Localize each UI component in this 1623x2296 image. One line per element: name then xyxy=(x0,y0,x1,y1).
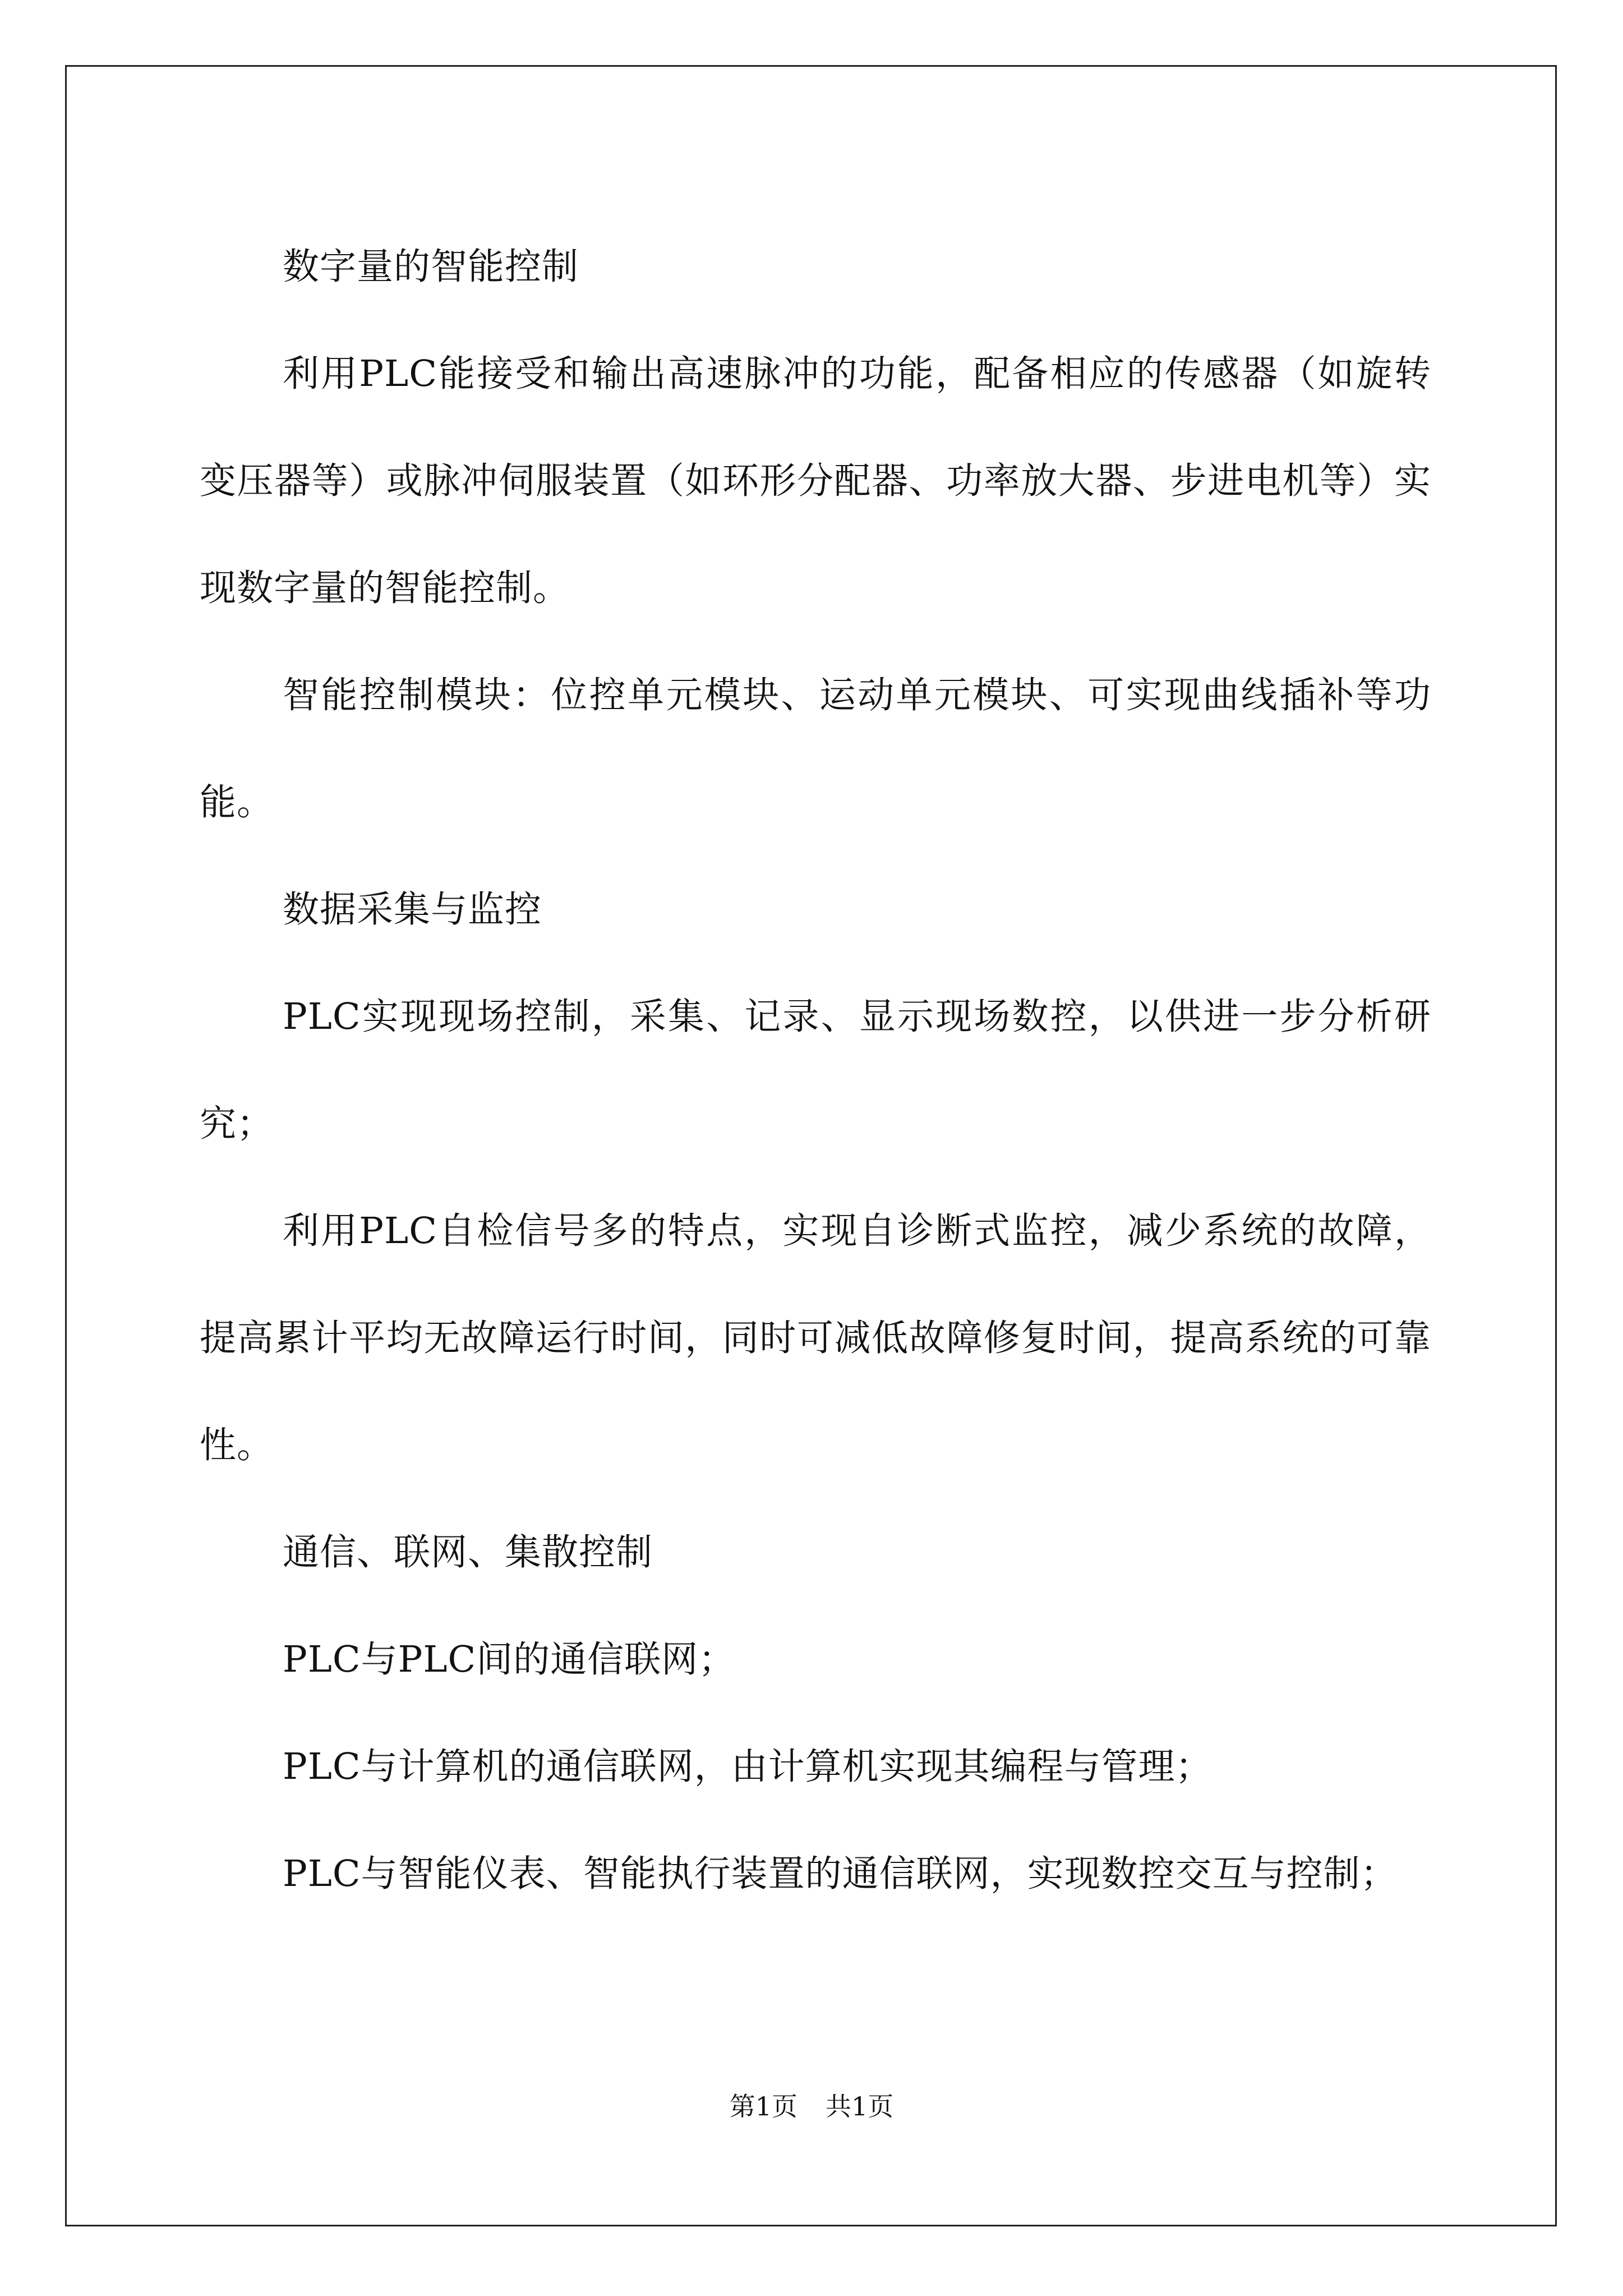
paragraph-control-modules: 智能控制模块：位控单元模块、运动单元模块、可实现曲线插补等功能。 xyxy=(200,674,1431,823)
document-body xyxy=(200,213,1431,1927)
paragraph-plc-instruments: PLC与智能仪表、智能执行装置的通信联网，实现数控交互与控制； xyxy=(283,1853,1398,1895)
heading-digital-control: 数字量的智能控制 xyxy=(283,246,579,288)
page-total: 共1页 xyxy=(826,2091,894,2122)
paragraph-pulse-control: 利用PLC能接受和输出高速脉冲的功能，配备相应的传感器（如旋转变压器等）或脉冲伺服装置（如环形分配器、功率放大器、步进电机等）实现数字量的智能控制。 xyxy=(200,353,1431,609)
page-footer xyxy=(0,2090,1623,2123)
page-number: 第1页 xyxy=(729,2091,797,2122)
paragraph-plc-computer: PLC与计算机的通信联网，由计算机实现其编程与管理； xyxy=(283,1746,1212,1788)
paragraph-field-control: PLC实现现场控制，采集、记录、显示现场数控，以供进一步分析研究； xyxy=(200,996,1431,1145)
heading-networking: 通信、联网、集散控制 xyxy=(283,1531,653,1573)
heading-data-acquisition: 数据采集与监控 xyxy=(283,889,542,931)
paragraph-self-diagnosis: 利用PLC自检信号多的特点，实现自诊断式监控，减少系统的故障，提高累计平均无故障运行时间，同时可减低故障修复时间，提高系统的可靠性。 xyxy=(200,1210,1431,1466)
paragraph-plc-plc: PLC与PLC间的通信联网； xyxy=(283,1639,736,1681)
